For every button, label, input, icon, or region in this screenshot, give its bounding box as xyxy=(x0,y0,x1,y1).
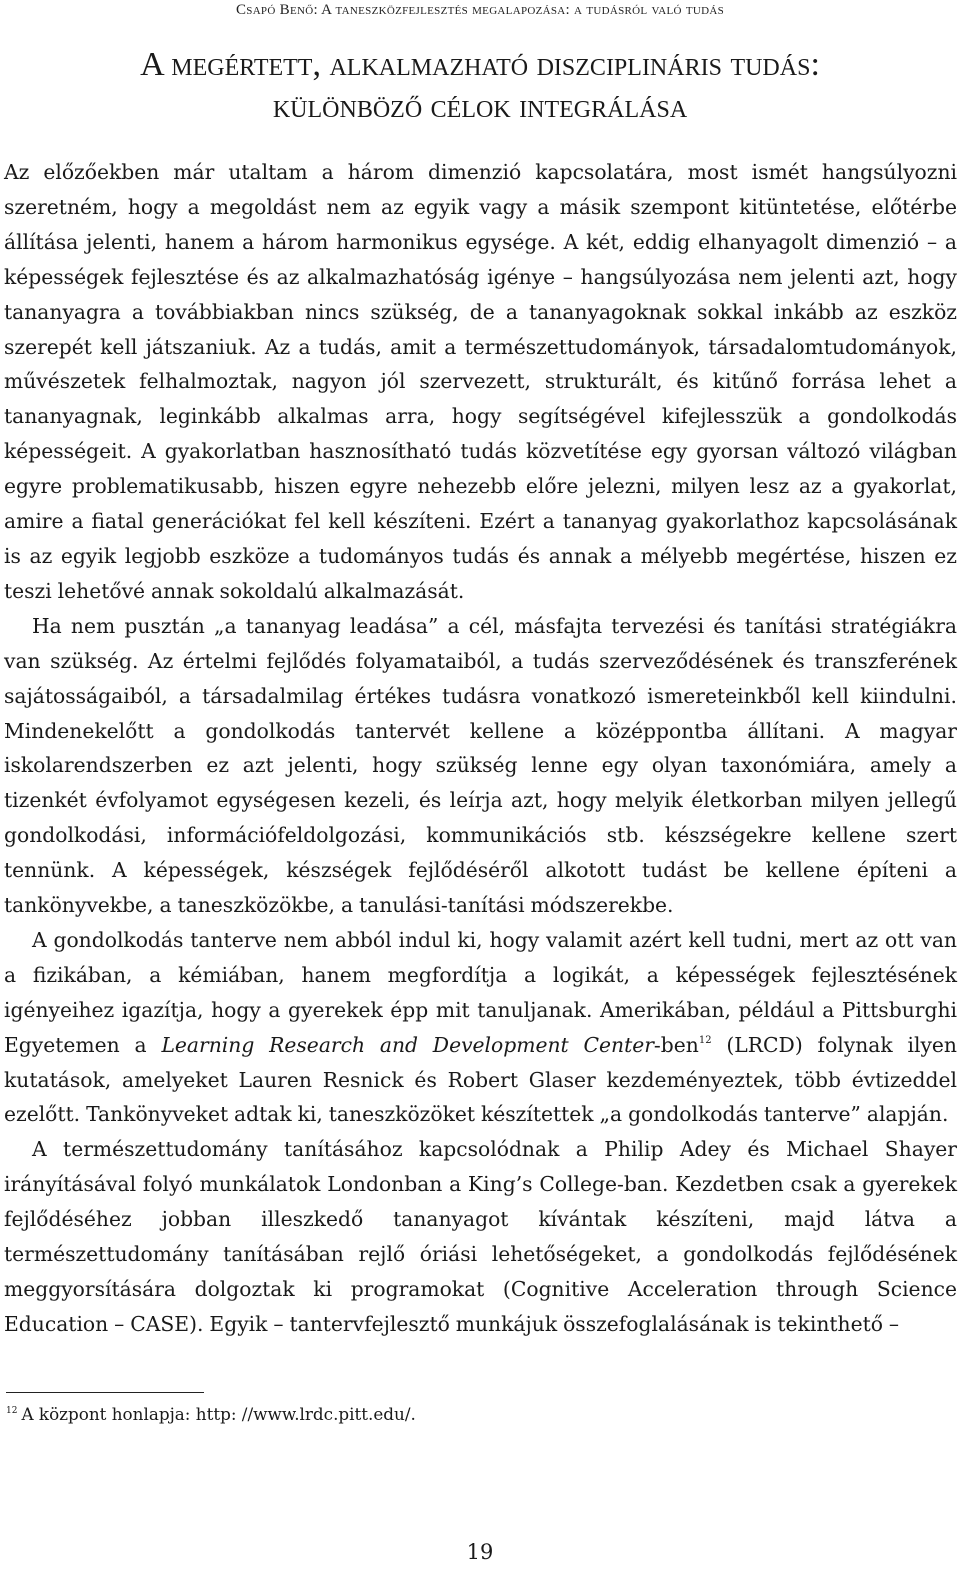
paragraph-3 xyxy=(4,923,957,1132)
section-title-line-1: A megértett, alkalmazható diszciplináris tudás: xyxy=(140,46,820,83)
footnote-reference[interactable]: 12 xyxy=(698,1034,712,1046)
footnote-mark: 12 xyxy=(6,1406,18,1416)
body-text xyxy=(4,155,957,1342)
footnote-divider xyxy=(6,1392,204,1393)
page-number: 19 xyxy=(466,1540,494,1564)
paragraph-3-text-after: (LRCD) folynak ilyen kutatások, amelyeket Lauren Resnick és Robert Glaser kezdeményeztek, több évtizeddel ezelőtt. Tankönyveket adtak ki, taneszközöket készítettek „a gondolkodás tanterve” alapján. xyxy=(4,1032,957,1127)
section-title xyxy=(0,44,960,128)
paragraph-2: Ha nem pusztán „a tananyag leadása” a cél, másfajta tervezési és tanítási stratégiákra van szükség. Az értelmi fejlődés folyamataiból, a tudás szerveződésének és transzferének sajátosságaiból, a társadalmilag értékes tudásra vonatkozó ismereteinkből kell kiindulni. Mindenekelőtt a gondolkodás tantervét kellene a középpontba állítani. A magyar iskolarendszerben ez azt jelenti, hogy szükség lenne egy olyan taxonómiára, amely a tizenkét évfolyamot egységesen kezeli, és leírja azt, hogy melyik életkorban milyen jellegű gondolkodási, információfeldolgozási, kommunikációs stb. készségekre kellene szert tennünk. A képességek, készségek fejlődéséről alkotott tudást be kellene építeni a tankönyvekbe, a taneszközökbe, a tanulási-tanítási módszerekbe. xyxy=(4,613,957,918)
institution-name: Learning Research and Development Center xyxy=(161,1032,654,1057)
footnote-text: A központ honlapja: http: //www.lrdc.pitt.edu/. xyxy=(21,1404,416,1424)
paragraph-4: A természettudomány tanításához kapcsolódnak a Philip Adey és Michael Shayer irányításával folyó munkálatok Londonban a King’s College-ban. Kezdetben csak a gyerekek fejlődéséhez jobban illeszkedő tananyagot kívántak készíteni, majd látva a természettudomány tanításában rejlő óriási lehetőségeket, a gondolkodás fejlődésének meggyorsítására dolgoztak ki programokat (Cognitive Acceleration through Science Education – CASE). Egyik – tantervfejlesztő munkájuk összefoglalásának is tekinthető – xyxy=(4,1137,957,1336)
paragraph-3-text-before: A gondolkodás tanterve nem abból indul ki, hogy valamit azért kell tudni, mert az ott van a fizikában, a kémiában, hanem megfordítja a logikát, a képességek fejlesztésének igényeihez igazítja, hogy a gyerekek épp mit tanuljanak. Amerikában, például a Pittsburghi Egyetemen a xyxy=(4,927,957,1057)
section-title-line-2: különböző célok integrálása xyxy=(272,88,688,125)
running-head: Csapó Benő: A taneszközfejlesztés megalapozása: a tudásról való tudás xyxy=(235,2,725,18)
footnote xyxy=(6,1402,946,1426)
paragraph-1: Az előzőekben már utaltam a három dimenzió kapcsolatára, most ismét hangsúlyozni szeretném, hogy a megoldást nem az egyik vagy a másik szempont kitüntetése, előtérbe állítása jelenti, hanem a három harmonikus egysége. A két, eddig elhanyagolt dimenzió – a képességek fejlesztése és az alkalmazhatóság igénye – hangsúlyozása nem jelenti azt, hogy tananyagra a továbbiakban nincs szükség, de a tananyagoknak sokkal inkább az eszköz szerepét kell játszaniuk. Az a tudás, amit a természettudományok, társadalomtudományok, művészetek felhalmoztak, nagyon jól szervezett, strukturált, és kitűnő forrása lehet a tananyagnak, leginkább alkalmas arra, hogy segítségével kifejlesszük a gondolkodás képességeit. A gyakorlatban hasznosítható tudás közvetítése egy gyorsan változó világban egyre problematikusabb, hiszen egyre nehezebb előre jelezni, milyen lesz az a gyakorlat, amire a fiatal generációkat fel kell készíteni. Ezért a tananyag gyakorlathoz kapcsolásának is az egyik legjobb eszköze a tudományos tudás és annak a mélyebb megértése, hiszen ez teszi lehetővé annak sokoldalú alkalmazását. xyxy=(4,160,957,603)
paragraph-3-suffix: -ben xyxy=(653,1032,699,1057)
